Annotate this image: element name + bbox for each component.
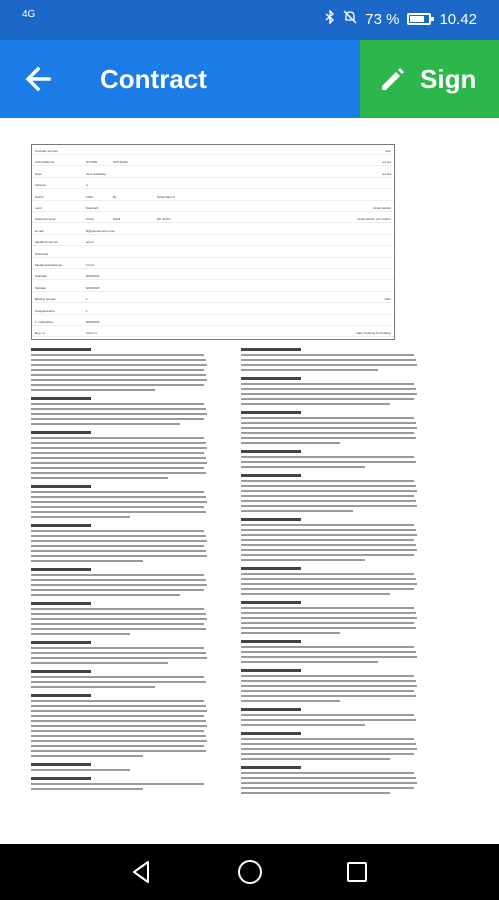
- text-line: [241, 685, 417, 687]
- form-row: [32, 158, 394, 166]
- text-line: [31, 574, 204, 576]
- page-title: Contract: [100, 64, 207, 94]
- form-label: Password: [35, 251, 49, 256]
- terms-left-column: [31, 342, 211, 793]
- text-line: [241, 442, 340, 444]
- form-value2: OPS Buffer: [113, 160, 129, 165]
- section-heading: [241, 474, 301, 477]
- section-heading: [241, 450, 301, 453]
- nav-recents-button[interactable]: [343, 858, 371, 886]
- contract-viewer[interactable]: [0, 118, 499, 844]
- text-line: [241, 383, 414, 385]
- text-line: [241, 622, 414, 624]
- text-line: [241, 782, 417, 784]
- text-line: [31, 540, 207, 542]
- text-line: [31, 623, 204, 625]
- text-line: [31, 467, 204, 469]
- form-value: NY/1881: [86, 160, 98, 165]
- text-line: [31, 589, 204, 591]
- form-row: [32, 250, 394, 258]
- nav-home-button[interactable]: [236, 858, 264, 886]
- form-row: [32, 147, 394, 155]
- text-line: [241, 388, 416, 390]
- form-value: kl@sportvenston.com: [86, 228, 115, 233]
- form-value: 8/28/2018: [86, 274, 100, 279]
- text-line: [31, 613, 206, 615]
- section-heading: [241, 640, 301, 643]
- form-right: Andet telefon prio 3,00 kr: [357, 217, 391, 222]
- text-line: [31, 491, 204, 493]
- text-line: [241, 787, 414, 789]
- nav-back-button[interactable]: [128, 858, 156, 886]
- text-line: [31, 652, 206, 654]
- contract-terms: [31, 342, 468, 834]
- text-line: [31, 452, 204, 454]
- section-heading: [241, 732, 301, 735]
- form-row: [32, 295, 394, 303]
- section-heading: [241, 518, 301, 521]
- text-line: [31, 710, 207, 712]
- text-line: [31, 418, 204, 420]
- text-line: [241, 714, 414, 716]
- text-line: [241, 777, 416, 779]
- text-line: [241, 680, 416, 682]
- form-row: [32, 284, 394, 292]
- status-bar: [0, 0, 499, 40]
- text-line: [31, 403, 204, 405]
- text-line: [31, 447, 207, 449]
- text-line: [31, 755, 143, 757]
- text-line: [31, 379, 207, 381]
- text-line: [31, 389, 155, 391]
- text-line: [241, 510, 353, 512]
- text-line: [241, 578, 416, 580]
- form-value2: By: [113, 194, 117, 199]
- text-line: [31, 705, 206, 707]
- text-line: [241, 432, 414, 434]
- text-line: [241, 398, 414, 400]
- text-line: [241, 490, 417, 492]
- form-label: Land: [35, 206, 42, 210]
- text-line: [31, 413, 207, 415]
- form-row: [32, 170, 394, 178]
- text-line: [241, 461, 416, 463]
- text-line: [31, 633, 130, 635]
- section-heading: [241, 348, 301, 351]
- text-line: [241, 417, 414, 419]
- battery-percent: 73 %: [365, 10, 400, 28]
- form-row: [32, 307, 394, 315]
- text-line: [31, 364, 207, 366]
- text-line: [241, 588, 414, 590]
- network-indicator: 4G: [22, 9, 36, 20]
- text-line: [31, 506, 204, 508]
- form-value3: DK 40710: [157, 217, 171, 222]
- text-line: [31, 545, 204, 547]
- text-line: [241, 549, 417, 551]
- form-value: A: [86, 183, 89, 188]
- form-value: 8/28/2018: [86, 320, 100, 324]
- text-line: [241, 738, 414, 740]
- form-row: [32, 204, 394, 212]
- text-line: [241, 753, 414, 755]
- form-row: [32, 318, 394, 326]
- text-line: [241, 627, 416, 629]
- text-line: [241, 544, 416, 546]
- text-line: [31, 501, 207, 503]
- text-line: [31, 681, 206, 683]
- form-right: Dato: [384, 297, 391, 302]
- form-row: [32, 181, 394, 189]
- text-line: [241, 724, 365, 726]
- text-line: [31, 700, 204, 702]
- section-heading: [31, 431, 91, 434]
- text-line: [241, 656, 417, 658]
- text-line: [31, 725, 207, 727]
- text-line: [31, 516, 130, 518]
- text-line: [241, 607, 414, 609]
- terms-right-column: [241, 342, 421, 797]
- text-line: [31, 423, 180, 425]
- home-circle-icon: [236, 858, 264, 886]
- form-label: Telefonnummer: [35, 217, 56, 222]
- form-row: [32, 215, 394, 223]
- text-line: [31, 442, 206, 444]
- form-value: am14: [86, 240, 94, 245]
- section-heading: [31, 397, 91, 400]
- form-label: Binding periode: [35, 297, 56, 302]
- text-line: [31, 550, 206, 552]
- app-bar: [0, 40, 499, 118]
- form-value: Privat: [86, 217, 94, 222]
- text-line: [31, 530, 204, 532]
- form-label: Medlemsskabsstype: [35, 263, 63, 267]
- form-label: E-mail: [35, 228, 44, 233]
- section-heading: [241, 411, 301, 414]
- text-line: [31, 745, 204, 747]
- form-label: Reg. nr.: [35, 331, 46, 336]
- text-line: [241, 369, 378, 371]
- text-line: [31, 477, 168, 479]
- text-line: [31, 579, 206, 581]
- form-value2: Mobil: [113, 217, 121, 222]
- text-line: [241, 792, 390, 794]
- contract-document: [31, 144, 468, 834]
- text-line: [31, 618, 207, 620]
- text-line: [241, 364, 417, 366]
- text-line: [241, 427, 417, 429]
- section-heading: [31, 485, 91, 488]
- form-label: 1. indbetaling: [35, 320, 53, 324]
- form-label: Kontrakt nummer: [35, 149, 59, 153]
- form-label: Opsigelsesfrist: [35, 308, 55, 313]
- text-line: [241, 651, 416, 653]
- text-line: [31, 740, 207, 742]
- text-line: [31, 359, 206, 361]
- text-line: [241, 534, 417, 536]
- text-line: [241, 466, 365, 468]
- form-row: [32, 238, 394, 246]
- text-line: [31, 374, 206, 376]
- text-line: [31, 535, 206, 537]
- text-line: [241, 403, 390, 405]
- section-heading: [31, 348, 91, 351]
- text-line: [31, 750, 206, 752]
- text-line: [241, 559, 365, 561]
- text-line: [241, 573, 414, 575]
- form-value: 1000: [86, 194, 93, 199]
- text-line: [31, 720, 206, 722]
- text-line: [241, 632, 340, 634]
- section-heading: [241, 766, 301, 769]
- form-right: Dato Ordering for betaling: [356, 331, 391, 336]
- text-line: [241, 661, 378, 663]
- text-line: [31, 730, 204, 732]
- section-heading: [31, 670, 91, 673]
- form-right: am Ha: [382, 160, 391, 165]
- form-value: 1: [86, 308, 88, 313]
- text-line: [31, 384, 204, 386]
- form-value: Fri arr: [86, 263, 94, 267]
- clock: 10.42: [439, 10, 477, 28]
- text-line: [241, 675, 414, 677]
- section-heading: [31, 694, 91, 697]
- form-row: [32, 329, 394, 337]
- text-line: [31, 560, 143, 562]
- text-line: [241, 500, 416, 502]
- text-line: [241, 495, 414, 497]
- text-line: [31, 783, 204, 785]
- text-line: [241, 437, 416, 439]
- back-button[interactable]: [18, 58, 60, 100]
- sign-label: Sign: [420, 63, 477, 94]
- text-line: [31, 437, 204, 439]
- text-line: [241, 354, 414, 356]
- text-line: [31, 408, 206, 410]
- back-triangle-icon: [128, 858, 156, 886]
- form-row: [32, 272, 394, 280]
- text-line: [241, 748, 417, 750]
- form-label: Navn: [35, 171, 43, 176]
- text-line: [31, 584, 207, 586]
- text-line: [31, 628, 206, 630]
- text-line: [31, 462, 207, 464]
- text-line: [241, 617, 417, 619]
- form-value: 8/28/2018: [86, 285, 100, 290]
- text-line: [31, 657, 207, 659]
- form-right: Prio: [385, 149, 391, 153]
- text-line: [31, 769, 130, 771]
- text-line: [31, 594, 180, 596]
- form-value: Jens Hellebæg: [86, 171, 107, 176]
- form-row: [32, 193, 394, 201]
- text-line: [31, 662, 168, 664]
- section-heading: [31, 777, 91, 780]
- form-row: [32, 227, 394, 235]
- form-label: Medlemsnummer: [35, 240, 59, 245]
- status-icons: [325, 10, 477, 28]
- form-right: am Ha: [382, 171, 391, 176]
- contract-form: [31, 144, 395, 340]
- text-line: [241, 593, 390, 595]
- text-line: [31, 788, 143, 790]
- text-line: [31, 457, 206, 459]
- form-label: Adresse: [35, 183, 47, 188]
- text-line: [241, 646, 414, 648]
- text-line: [31, 354, 204, 356]
- sign-button[interactable]: [360, 40, 499, 118]
- text-line: [31, 608, 204, 610]
- text-line: [241, 719, 416, 721]
- text-line: [241, 554, 414, 556]
- recents-square-icon: [343, 858, 371, 886]
- pencil-icon: [378, 64, 408, 94]
- section-heading: [241, 669, 301, 672]
- text-line: [241, 529, 416, 531]
- text-line: [31, 496, 206, 498]
- section-heading: [241, 601, 301, 604]
- section-heading: [241, 708, 301, 711]
- text-line: [241, 422, 416, 424]
- form-row: [32, 261, 394, 269]
- form-label: Startdato: [35, 274, 48, 279]
- text-line: [241, 505, 417, 507]
- text-line: [241, 359, 416, 361]
- text-line: [31, 369, 204, 371]
- text-line: [31, 715, 204, 717]
- form-value: 1: [86, 297, 88, 302]
- text-line: [31, 676, 204, 678]
- text-line: [241, 485, 416, 487]
- text-line: [31, 472, 206, 474]
- section-heading: [241, 567, 301, 570]
- section-heading: [31, 568, 91, 571]
- battery-icon: [407, 13, 431, 25]
- text-line: [31, 511, 206, 513]
- form-right: Andet telefon: [373, 206, 391, 210]
- text-line: [31, 647, 204, 649]
- arrow-left-icon: [18, 58, 60, 100]
- section-heading: [31, 763, 91, 766]
- text-line: [241, 583, 417, 585]
- text-line: [241, 700, 340, 702]
- section-heading: [31, 524, 91, 527]
- mute-icon: [343, 10, 357, 28]
- text-line: [31, 555, 207, 557]
- system-nav-bar: [0, 844, 499, 900]
- text-line: [241, 758, 390, 760]
- text-line: [31, 735, 206, 737]
- text-line: [241, 612, 416, 614]
- section-heading: [31, 641, 91, 644]
- form-label: Postnr: [35, 194, 44, 199]
- text-line: [241, 743, 416, 745]
- section-heading: [241, 377, 301, 380]
- form-label: Forhandlerinfo: [35, 160, 55, 165]
- text-line: [31, 686, 155, 688]
- form-value: Danmark: [86, 206, 99, 210]
- text-line: [241, 456, 414, 458]
- text-line: [241, 524, 414, 526]
- text-line: [241, 393, 417, 395]
- text-line: [241, 480, 414, 482]
- section-heading: [31, 602, 91, 605]
- text-line: [241, 690, 414, 692]
- text-line: [241, 539, 414, 541]
- form-value: Konto nr.: [86, 331, 99, 336]
- text-line: [241, 772, 414, 774]
- bluetooth-icon: [325, 10, 335, 28]
- text-line: [241, 695, 416, 697]
- form-value3: København K: [157, 194, 176, 199]
- form-label: Slutdato: [35, 285, 47, 290]
